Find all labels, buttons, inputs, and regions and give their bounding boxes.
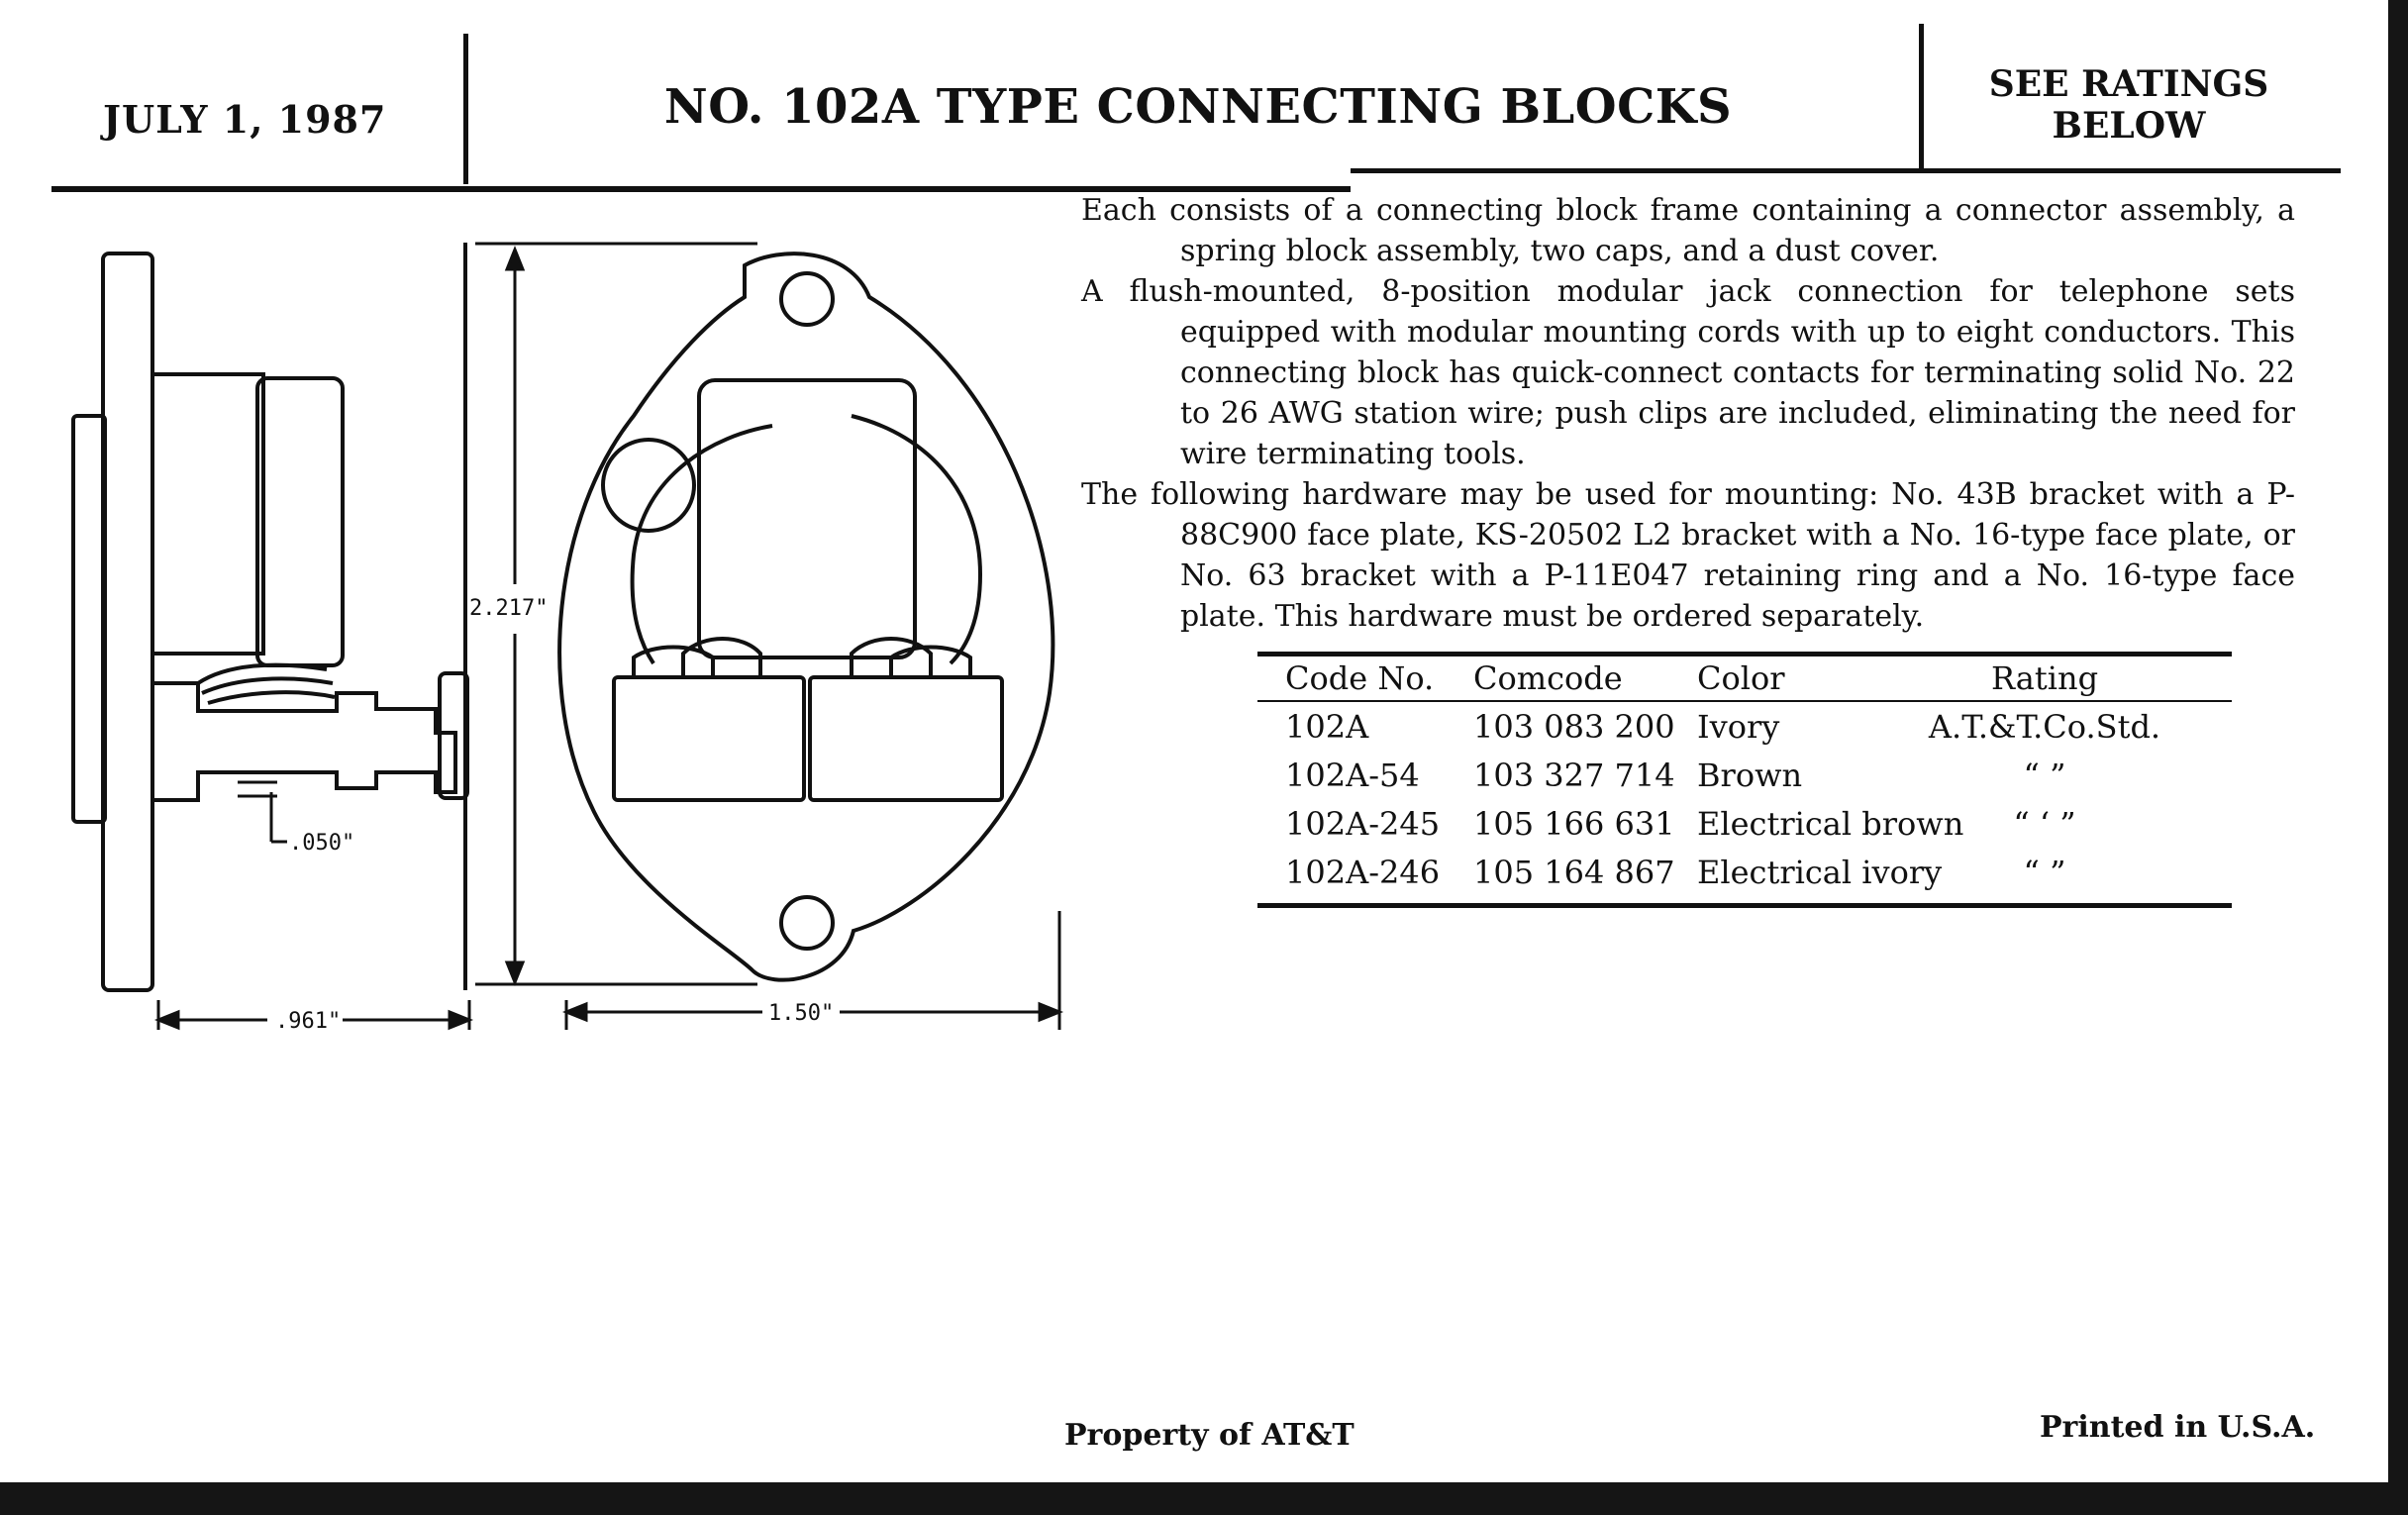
table-row [1257,751,2232,799]
scan-edge-right [2388,0,2408,1515]
inner-ring [633,416,980,663]
description-paragraph-3: The following hardware may be used for mounting: No. 43B bracket with a P-88C900 face plate, KS-20502 L2 bracket with a No. 16-type face plate, or No. 63 bracket with a P-11E047 retaining ring and a No. 16-type face plate. This hardware must be ordered separately. [1081,477,2295,634]
cell-comcode: 103 327 714 [1473,757,1675,794]
cell-comcode: 103 083 200 [1473,708,1675,746]
page-title: NO. 102A TYPE CONNECTING BLOCKS [663,79,1733,135]
header-rating-line2: BELOW [2052,105,2206,147]
header-underline-right [1351,168,2341,173]
header-code: Code No. [1285,659,1435,697]
connector-body [699,380,915,657]
cell-rating: “ ‘ ” [2013,805,2076,843]
cell-comcode: 105 166 631 [1473,805,1675,843]
dim-gap-label: .050" [289,831,355,856]
bottom-mount-hole [781,897,833,949]
side-view-flange [103,253,152,990]
footer-property: Property of AT&T [1064,1418,1354,1453]
table-row [1257,702,2232,751]
cell-color: Electrical ivory [1697,854,1943,891]
ratings-table [1257,654,2232,896]
side-hole [603,440,694,531]
dim-width-label: 1.50" [768,1001,835,1026]
table-bottom-rule [1257,903,2232,908]
spring-block-left [614,677,804,800]
cell-rating: “ ” [2023,854,2066,891]
header-rating-line1: SEE RATINGS [1988,63,2269,105]
cell-rating: “ ” [2023,757,2066,794]
side-view-backplate [73,416,105,822]
dim-depth-label: .961" [275,1009,342,1034]
side-view-housing [152,374,263,654]
header-rating: Rating [1990,659,2099,697]
cell-comcode: 105 164 867 [1473,854,1675,891]
cell-rating: A.T.&T.Co.Std. [1928,708,2161,746]
dim-height-label: 2.217" [469,596,549,621]
scan-edge-bottom [0,1482,2408,1515]
description-paragraph-1: Each consists of a connecting block frame containing a connector assembly, a spring block assembly, two caps, and a dust cover. [1081,193,2295,268]
table-header-row [1257,654,2232,702]
header-color: Color [1697,659,1785,697]
header-comcode: Comcode [1473,659,1623,697]
top-mount-hole [781,273,833,325]
header-date: JULY 1, 1987 [103,97,387,142]
technical-drawing [0,0,1069,1069]
cell-code: 102A [1285,708,1369,746]
description [1081,190,2295,637]
spring-block-right [810,677,1002,800]
description-paragraph-2: A flush-mounted, 8-position modular jack connection for telephone sets equipped with modular mounting cords with up to eight conductors. This connecting block has quick-connect contacts for terminating solid No. 22 to 26 AWG station wire; push clips are included, eliminating the need for wire terminating tools. [1081,274,2295,471]
cell-color: Ivory [1697,708,1780,746]
header-divider-right [1919,24,1924,170]
cell-color: Brown [1697,757,1803,794]
cell-code: 102A-54 [1285,757,1420,794]
cell-code: 102A-246 [1285,854,1441,891]
footer-printed: Printed in U.S.A. [2040,1410,2316,1445]
cell-color: Electrical brown [1697,805,1964,843]
header-rating [1941,63,2317,147]
side-view-block [257,378,343,665]
cell-code: 102A-245 [1285,805,1441,843]
table-row [1257,799,2232,848]
table-row [1257,848,2232,896]
